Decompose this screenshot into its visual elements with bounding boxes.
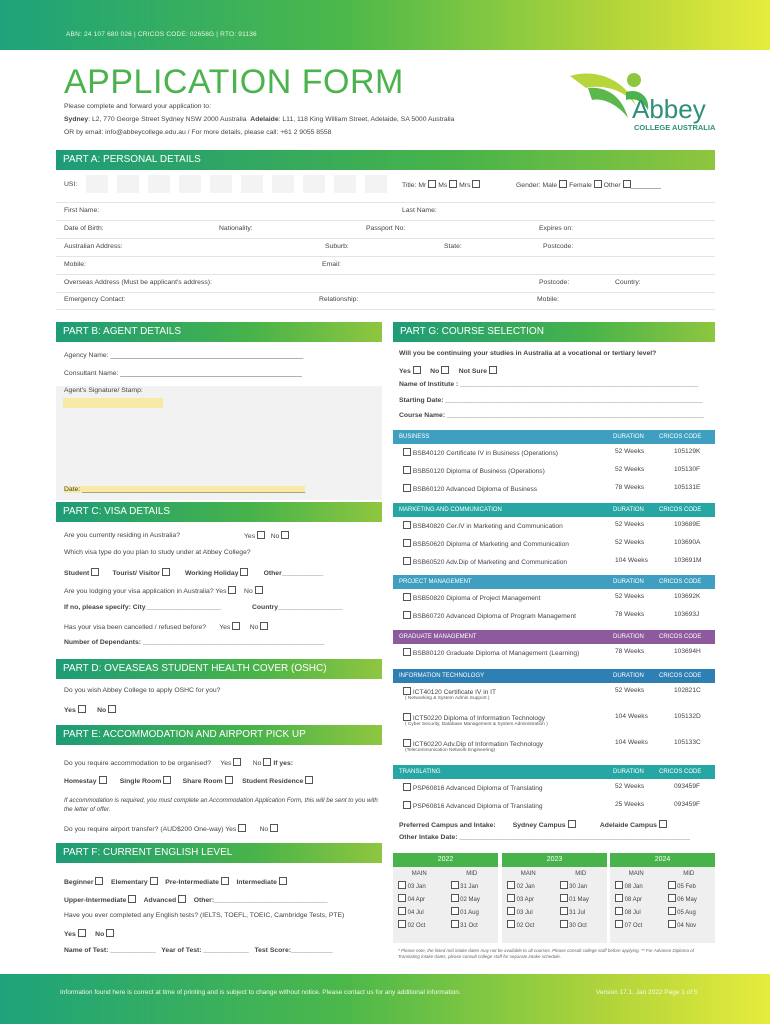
english-test-question: Have you ever completed any English tests? (IELTS, TOEFL, TOEIC, Cambridge Tests, PTE) [64,912,345,919]
course-checkbox[interactable] [403,593,411,601]
usi-box[interactable] [210,175,232,193]
tourist-checkbox[interactable] [162,568,170,576]
email-label: Email: [322,261,341,268]
course-checkbox[interactable] [403,648,411,656]
residing-options: Yes No [244,531,289,540]
intake-year-2022: 2022 MAIN MID 03 Jan 31 Jan 04 Apr 02 May 04 Jul 01 Aug 02 Oct 31 Oct [393,853,498,943]
usi-box[interactable] [86,175,108,193]
page-title: APPLICATION FORM [64,63,404,101]
overseas-label: Overseas Address (Must be applicant's address): [64,279,212,286]
intake-mid-checkbox[interactable] [668,894,676,902]
share-room-checkbox[interactable] [225,776,233,784]
course-group-header: PROJECT MANAGEMENT DURATION CRICOS CODE [393,575,715,589]
mrs-checkbox[interactable] [472,180,480,188]
passport-label: Passport No: [366,225,406,232]
logo-name: Abbey [632,94,706,124]
course-checkbox[interactable] [403,687,411,695]
lodging-no-checkbox[interactable] [255,586,263,594]
part-b-header: PART B: AGENT DETAILS [56,322,382,342]
test-no-checkbox[interactable] [106,929,114,937]
intake-main-checkbox[interactable] [615,920,623,928]
other-intake-line: Other Intake Date: _____________________________________________________________ [399,834,691,841]
intake-mid-checkbox[interactable] [560,920,568,928]
visa-type-question: Which visa type do you plan to study under at Abbey College? [64,549,251,556]
test-yes-checkbox[interactable] [78,929,86,937]
sydney-campus-checkbox[interactable] [568,820,576,828]
continuing-options: Yes No Not Sure [399,366,497,375]
cancelled-question: Has your visa been cancelled / refused before? Yes No [64,622,268,631]
accom-yes-checkbox[interactable] [233,758,241,766]
expires-label: Expires on: [539,225,574,232]
male-checkbox[interactable] [559,180,567,188]
accommodation-types: Homestay Single Room Share Room Student Residence [64,776,313,785]
elementary-checkbox[interactable] [150,877,158,885]
continue-yes-checkbox[interactable] [413,366,421,374]
logo-subtitle: COLLEGE AUSTRALIA [634,123,716,132]
dob-label: Date of Birth: [64,225,104,232]
course-group-header: MARKETING AND COMMUNICATION DURATION CRICOS CODE [393,503,715,517]
residing-question: Are you currently residing in Australia? [64,532,180,539]
course-checkbox[interactable] [403,448,411,456]
mobile2-label: Mobile: [537,296,559,303]
course-group-header: TRANSLATING DURATION CRICOS CODE [393,765,715,779]
accommodation-note: If accommodation is required, you must complete an Accommodation Application Form, this will be sent to you with the letter of offer. [64,797,378,813]
campus-options: Preferred Campus and Intake: Sydney Campus Adelaide Campus [399,820,667,829]
oshc-no-checkbox[interactable] [108,705,116,713]
intake-mid-checkbox[interactable] [451,881,459,889]
country-label: Country: [615,279,641,286]
address-label: Australian Address: [64,243,123,250]
english-levels-2: Upper-Intermediate Advanced Other:______________________________ [64,897,328,904]
visa-types: Student Tourist/ Visitor Working Holiday Other___________ [64,570,324,577]
dependants-line: Number of Dependants: ________________________________________________ [64,639,325,646]
intake-main-checkbox[interactable] [398,920,406,928]
oshc-question: Do you wish Abbey College to apply OSHC for you? [64,687,221,694]
usi-box[interactable] [334,175,356,193]
footer-version: Version 17.1, Jan 2022 Page 1 of 5 [596,989,698,996]
intake-mid-checkbox[interactable] [668,881,676,889]
agency-name: Agency Name: ___________________________________________________ [64,352,304,359]
mobile-label: Mobile: [64,261,86,268]
signature-label-highlight [63,398,163,408]
nationality-label: Nationality: [219,225,253,232]
intake-main-checkbox[interactable] [615,881,623,889]
starting-date-line: Starting Date: ____________________________________________________________________ [399,397,703,404]
intake-year-2023: 2023 MAIN MID 02 Jan 30 Jan 03 Apr 01 May 03 Jul 31 Jul 02 Oct 30 Oct [502,853,607,943]
oshc-yes-checkbox[interactable] [78,705,86,713]
last-name-label: Last Name: [402,207,437,214]
upper-intermediate-checkbox[interactable] [128,895,136,903]
state-label: State: [444,243,462,250]
english-test-options: Yes No [64,929,114,938]
other-gender-checkbox[interactable] [623,180,631,188]
course-checkbox[interactable] [403,521,411,529]
usi-label: USI: [64,181,78,188]
lodging-question: Are you lodging your visa application in Australia? Yes No [64,586,263,595]
continuing-question: Will you be continuing your studies in Australia at a vocational or tertiary level? [399,350,657,357]
usi-box[interactable] [365,175,387,193]
intake-mid-checkbox[interactable] [560,894,568,902]
course-group-header: GRADUATE MANAGEMENT DURATION CRICOS CODE [393,630,715,644]
title-options: Title: Mr Ms Mrs [402,180,480,189]
lodging-yes-checkbox[interactable] [228,586,236,594]
continue-no-checkbox[interactable] [441,366,449,374]
abbey-logo [566,66,726,136]
institute-line: Name of Institute : _______________________________________________________________ [399,381,699,388]
consultant-name: Consultant Name: ________________________________________________ [64,370,302,377]
postcode2-label: Postcode: [539,279,570,286]
intro-addresses: Sydney: L2, 770 George Street Sydney NSW 2000 Australia Adelaide: L11, 118 King William Street, Adelaide, SA 5000 Australia [64,116,455,123]
working-holiday-checkbox[interactable] [240,568,248,576]
test-name-line: Name of Test: ____________ Year of Test: ____________ Test Score:___________ [64,947,333,954]
relationship-label: Relationship: [319,296,359,303]
intake-mid-checkbox[interactable] [560,881,568,889]
intake-main-checkbox[interactable] [398,907,406,915]
gender-options: Gender: Male Female Other ________ [516,182,661,189]
course-group-header: BUSINESS DURATION CRICOS CODE [393,430,715,444]
ms-checkbox[interactable] [449,180,457,188]
course-checkbox[interactable] [403,557,411,565]
course-checkbox[interactable] [403,466,411,474]
course-checkbox[interactable] [403,484,411,492]
female-checkbox[interactable] [594,180,602,188]
course-checkbox[interactable] [403,611,411,619]
intake-main-checkbox[interactable] [398,881,406,889]
accommodation-question: Do you require accommodation to be organised? Yes No If yes: [64,760,293,767]
intake-main-checkbox[interactable] [398,894,406,902]
part-c-header: PART C: VISA DETAILS [56,502,382,522]
cancelled-no-checkbox[interactable] [260,622,268,630]
homestay-checkbox[interactable] [99,776,107,784]
course-checkbox[interactable] [403,713,411,721]
not-sure-checkbox[interactable] [489,366,497,374]
residence-checkbox[interactable] [305,776,313,784]
part-e-header: PART E: ACCOMMODATION AND AIRPORT PICK UP [56,725,382,745]
english-levels-1: Beginner Elementary Pre-Intermediate Intermediate [64,877,287,886]
part-g-header: PART G: COURSE SELECTION [393,322,715,342]
intake-year-2024: 2024 MAIN MID 08 Jan 05 Feb 08 Apr 06 May 08 Jul 05 Aug 07 Oct 04 Nov [610,853,715,943]
beginner-checkbox[interactable] [95,877,103,885]
mr-checkbox[interactable] [428,180,436,188]
usi-box[interactable] [148,175,170,193]
intake-mid-checkbox[interactable] [668,907,676,915]
course-checkbox[interactable] [403,783,411,791]
advanced-checkbox[interactable] [178,895,186,903]
suburb-label: Suburb: [325,243,349,250]
intake-mid-checkbox[interactable] [668,920,676,928]
accom-no-checkbox[interactable] [263,758,271,766]
intake-mid-checkbox[interactable] [451,894,459,902]
course-checkbox[interactable] [403,801,411,809]
intermediate-checkbox[interactable] [279,877,287,885]
single-room-checkbox[interactable] [163,776,171,784]
footer-bar [0,974,770,1024]
intake-main-checkbox[interactable] [615,894,623,902]
intake-main-checkbox[interactable] [507,907,515,915]
intake-note: * Please note, the listed mid intake dates may not be available to all courses. Please consult college staff before applying. ** For Advance Diploma of Translating intake dates, please consult college staff for separate intake schedule. [398,948,695,959]
no-checkbox[interactable] [281,531,289,539]
pre-intermediate-checkbox[interactable] [221,877,229,885]
course-checkbox[interactable] [403,539,411,547]
emergency-label: Emergency Contact: [64,296,126,303]
postcode-label: Postcode: [543,243,574,250]
course-checkbox[interactable] [403,739,411,747]
intro-contact: OR by email: info@abbeycollege.edu.au / For more details, please call: +61 2 9055 8558 [64,129,332,136]
cancelled-yes-checkbox[interactable] [232,622,240,630]
oshc-options: Yes No [64,705,116,714]
if-no-country: Country_________________ [252,604,343,611]
usi-box[interactable] [179,175,201,193]
adelaide-campus-checkbox[interactable] [659,820,667,828]
intro-line: Please complete and forward your application to: [64,103,211,110]
airport-question: Do you require airport transfer? (AUD$200 One-way) Yes No [64,824,278,833]
first-name-label: First Name: [64,207,100,214]
part-a-header: PART A: PERSONAL DETAILS [56,150,715,170]
airport-no-checkbox[interactable] [270,824,278,832]
date-line: Date: ___________________________________________________________ [64,486,306,493]
part-f-header: PART F: CURRENT ENGLISH LEVEL [56,843,382,863]
usi-box[interactable] [303,175,325,193]
intake-main-checkbox[interactable] [507,881,515,889]
intake-main-checkbox[interactable] [507,920,515,928]
airport-yes-checkbox[interactable] [238,824,246,832]
intake-main-checkbox[interactable] [615,907,623,915]
yes-checkbox[interactable] [257,531,265,539]
student-checkbox[interactable] [91,568,99,576]
header-bar [0,0,770,50]
footer-disclaimer: Information found here is correct at time of printing and is subject to change without notice. Please contact us for any additional information. [60,989,461,996]
if-no-city: If no, please specify: City____________________ [64,604,222,611]
usi-box[interactable] [117,175,139,193]
signature-label: Agent's Signature/ Stamp: [64,387,143,394]
intake-main-checkbox[interactable] [507,894,515,902]
intake-mid-checkbox[interactable] [451,920,459,928]
part-d-header: PART D: OVEASEAS STUDENT HEALTH COVER (OSHC) [56,659,382,679]
intake-mid-checkbox[interactable] [451,907,459,915]
usi-box[interactable] [272,175,294,193]
abn-text: ABN: 24 107 680 026 | CRICOS CODE: 02658G | RTO: 91136 [66,31,257,38]
usi-box[interactable] [241,175,263,193]
intake-mid-checkbox[interactable] [560,907,568,915]
course-name-line: Course Name: ____________________________________________________________________ [399,412,705,419]
course-group-header: INFORMATION TECHNOLOGY DURATION CRICOS CODE [393,669,715,683]
